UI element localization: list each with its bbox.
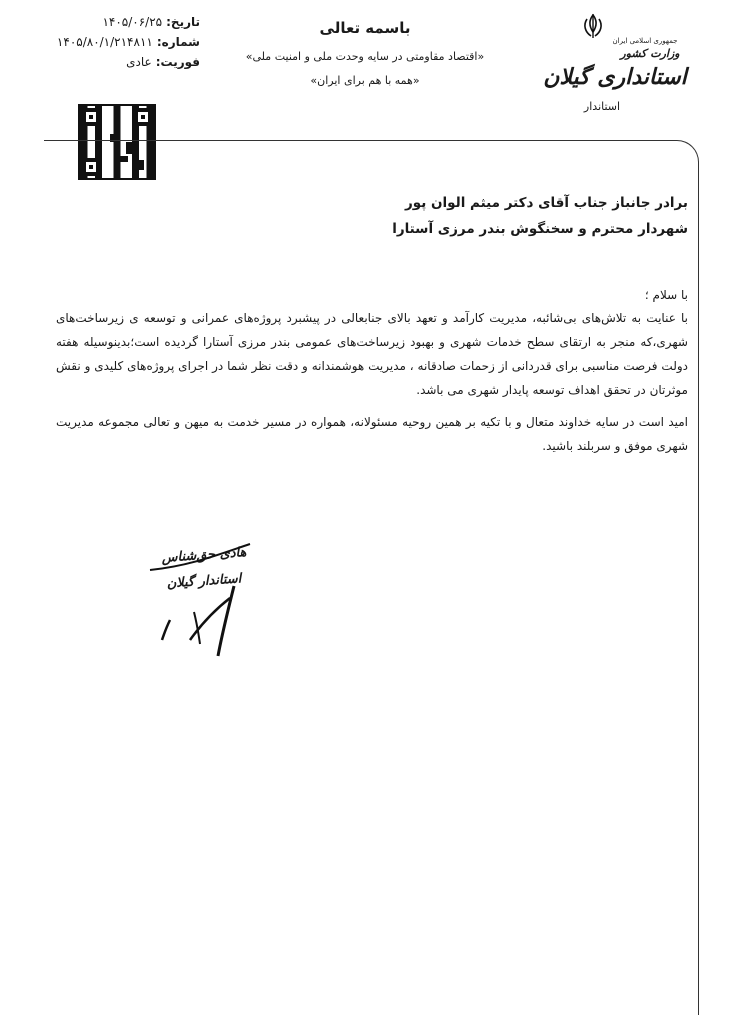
organization-logo [540, 36, 690, 118]
signature-title: استاندار گیلان [166, 571, 242, 592]
ministry-name: وزارت کشور [620, 47, 680, 60]
signature-name: هادی حق‌شناس [161, 545, 247, 566]
number-label: شماره: [156, 35, 200, 49]
paragraph-1: با عنایت به تلاش‌های بی‌شائبه، مدیریت کارآمد و تعهد بالای جنابعالی در پیشبرد پروژه‌های عمرانی و توسعه ی زیرساخت‌های شهری،که منجر به ارتقای سطح خدمات شهری و بهبود زیرساخت‌های عمومی بندر مرزی آستارا گردیده است؛بدینوسیله هفته دولت فرصت مناسبی برای قدردانی از زحمات صادقانه ، مدیریت هوشمندانه و دقت نظر شما در اجرای پروژه‌های کلیدی و نقش موثرتان در تحقق اهداف توسعه پایدار شهری می باشد. [56, 311, 688, 397]
number-row [40, 32, 200, 52]
paragraph-2: امید است در سایه خداوند متعال و با تکیه بر همین روحیه مسئولانه، همواره در مسیر خدمت به میهن و تعالی مجموعه مدیریت شهری موفق و سربلند باشید. [56, 415, 688, 453]
signature-strokes-icon [130, 540, 270, 660]
signature [130, 540, 270, 660]
priority-row [40, 52, 200, 72]
motto-1: «اقتصاد مقاومتی در سایه وحدت ملی و امنیت ملی» [245, 50, 485, 63]
recipient-line-2: شهردار محترم و سخنگوش بندر مرزی آستارا [392, 221, 688, 237]
letter-heading [220, 16, 510, 94]
date-value: ۱۴۰۵/۰۶/۲۵ [102, 15, 163, 29]
priority-label: فوریت: [155, 55, 200, 69]
date-label: تاریخ: [166, 15, 200, 29]
date-row [40, 12, 200, 32]
bismillah: باسمه تعالی [319, 19, 411, 37]
recipient-line-1: برادر جانباز جناب آقای دکتر میثم الوان پور [405, 195, 688, 211]
office-name: استاندار [583, 100, 621, 113]
letter-meta [40, 12, 200, 72]
priority-value: عادی [126, 55, 152, 69]
organization-name: استانداری گیلان [543, 64, 687, 90]
motto-2: «همه با هم برای ایران» [310, 74, 420, 87]
greeting: با سلام ؛ [644, 288, 688, 302]
number-value: ۱۴۰۵/۸۰/۱/۲۱۴۸۱۱ [56, 35, 153, 49]
letter-body [56, 190, 688, 458]
republic-line: جمهوری اسلامی ایران [612, 37, 678, 45]
